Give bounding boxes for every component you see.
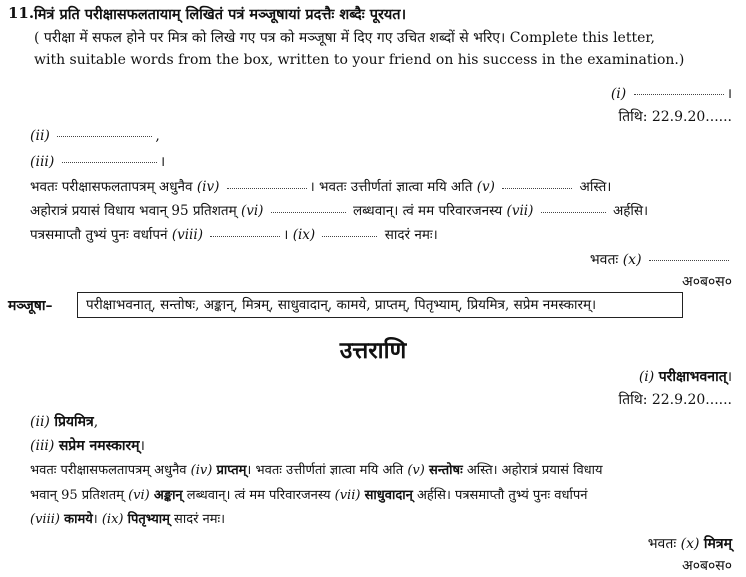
blank-ix[interactable] bbox=[322, 235, 377, 237]
answer-signature: अ०ब०स० bbox=[682, 558, 732, 574]
word-box-label: मञ्जूषा– bbox=[8, 298, 53, 314]
answers-heading: उत्तराणि bbox=[339, 337, 407, 364]
blank-i-line: (i) । bbox=[610, 86, 732, 102]
blank-iii[interactable] bbox=[62, 161, 157, 163]
answer-ii: प्रियमित्र bbox=[54, 414, 94, 430]
question-number: 11. bbox=[8, 4, 35, 22]
answer-date: तिथि: 22.9.20...... bbox=[618, 392, 732, 408]
answer-vii: साधुवादान् bbox=[364, 488, 413, 503]
blank-vii[interactable] bbox=[541, 211, 606, 213]
word-box: परीक्षाभवनात्, सन्तोषः, अङ्कान्, मित्रम्, साधुवादान्, कामये, प्राप्तम्, पितृभ्याम्, प्रियमित्र, सप्रेम नमस्कारम्। bbox=[77, 292, 683, 318]
letter-signature: अ०ब०स० bbox=[682, 274, 732, 290]
letter-closing: भवतः (x) bbox=[590, 250, 732, 269]
answer-v: सन्तोषः bbox=[428, 463, 463, 478]
answer-viii: कामये bbox=[64, 512, 93, 527]
answer-x: मित्रम् bbox=[703, 536, 732, 552]
answer-i: परीक्षाभवनात् bbox=[658, 369, 727, 385]
answer-ii-line: (ii) प्रियमित्र, bbox=[30, 414, 99, 430]
question-title: मित्रं प्रति परीक्षासफलतायाम् लिखितं पत्रं मञ्जूषायां प्रदत्तैः शब्दैः पूरयत। bbox=[34, 6, 407, 23]
blank-viii[interactable] bbox=[210, 235, 280, 237]
blank-vi[interactable] bbox=[271, 211, 346, 213]
blank-ii[interactable] bbox=[57, 135, 152, 137]
letter-body-line-3: पत्रसमाप्तौ तुभ्यं पुनः वर्धापनं (viii) । (ix) सादरं नमः। bbox=[30, 227, 438, 243]
blank-ii-line: (ii) , bbox=[30, 128, 160, 144]
answer-vi: अङ्कान् bbox=[153, 488, 183, 503]
answer-closing: भवतः (x) मित्रम् bbox=[647, 536, 732, 552]
answer-iv: प्राप्तम् bbox=[216, 463, 247, 478]
blank-v[interactable] bbox=[502, 187, 572, 189]
blank-iii-line: (iii) । bbox=[30, 154, 166, 170]
answer-iii: सप्रेम नमस्कारम् bbox=[58, 438, 140, 454]
answer-iii-line: (iii) सप्रेम नमस्कारम्। bbox=[30, 438, 145, 454]
letter-date: तिथि: 22.9.20...... bbox=[618, 109, 732, 125]
answer-i-line: (i) परीक्षाभवनात्। bbox=[638, 369, 732, 385]
blank-i[interactable] bbox=[634, 93, 724, 95]
blank-x[interactable] bbox=[649, 259, 729, 261]
answer-body-line-2: भवान् 95 प्रतिशतम् (vi) अङ्कान् लब्धवान्। त्वं मम परिवारजनस्य (vii) साधुवादान् अर्हसि। पत्रसमाप्तौ तुभ्यं पुनः वर्धापनं bbox=[30, 488, 588, 503]
answer-ix: पितृभ्याम् bbox=[127, 512, 170, 527]
instruction-line-2: with suitable words from the box, written to your friend on his success in the examination.) bbox=[34, 52, 685, 68]
instruction-line-1: ( परीक्षा में सफल होने पर मित्र को लिखे गए पत्र को मञ्जूषा में दिए गए उचित शब्दों से भरिए। Complete this letter, bbox=[34, 30, 655, 46]
letter-body-line-1: भवतः परीक्षासफलतापत्रम् अधुनैव (iv) । भवतः उत्तीर्णतां ज्ञात्वा मयि अति (v) अस्ति। bbox=[30, 179, 612, 195]
blank-iv[interactable] bbox=[227, 187, 307, 189]
blank-label-i: (i) bbox=[610, 86, 627, 102]
answer-body-line-1: भवतः परीक्षासफलतापत्रम् अधुनैव (iv) प्राप्तम्। भवतः उत्तीर्णतां ज्ञात्वा मयि अति (v) सन्तोषः अस्ति। अहोरात्रं प्रयासं विधाय bbox=[30, 463, 603, 478]
letter-body-line-2: अहोरात्रं प्रयासं विधाय भवान् 95 प्रतिशतम् (vi) लब्धवान्। त्वं मम परिवारजनस्य (vii) अर्हसि। bbox=[30, 203, 649, 219]
answer-body-line-3: (viii) कामये। (ix) पितृभ्याम् सादरं नमः। bbox=[30, 512, 226, 527]
